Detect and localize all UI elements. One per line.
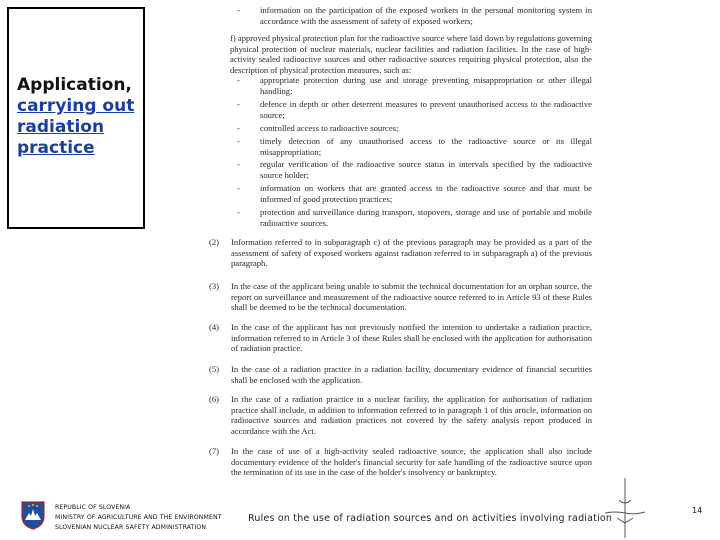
paragraph-number: (2) <box>209 237 220 247</box>
paragraph-number: (6) <box>209 394 220 404</box>
org-line-1: REPUBLIC OF SLOVENIA <box>55 504 131 511</box>
topic-title-text: Application, <box>17 75 132 95</box>
paragraph-text: In the case of the applicant being unable to submit the technical documentation for an orphan source, the report on surveillance and measurement of the radioactive source referred to in Article 93 of these Rules shall be deemed to be the technical documentation. <box>231 281 592 313</box>
footer-organization <box>55 503 222 533</box>
footer-title: Rules on the use of radiation sources and on activities involving radiation <box>248 513 613 524</box>
dash-marker: - <box>237 136 240 146</box>
paragraph-text: In the case of a radiation practice in a radiation facility, documentary evidence of financial securities shall be enclosed with the application. <box>231 364 592 385</box>
org-line-2: MINISTRY OF AGRICULTURE AND THE ENVIRONMENT <box>55 514 222 521</box>
dash-marker: - <box>237 99 240 109</box>
dash-marker: - <box>237 123 240 133</box>
paragraph-text: In the case of the applicant has not previously notified the intention to undertake a radiation practice, information referred to in Article 3 of these Rules shall be enclosed with the application for authorisation of radiation practice. <box>231 322 592 354</box>
document-scan <box>205 0 600 478</box>
dash-marker: - <box>237 5 240 15</box>
dash-marker: - <box>237 183 240 193</box>
paragraph-f: f) approved physical protection plan for the radioactive source where laid down by regulations governing physical protection of nuclear materials, nuclear facilities and radiation facilities. In the case of high-activity sealed radioactive sources and other radioactive sources requiring physical protection, also the description of physical protection measures, such as: <box>230 33 592 75</box>
dash-marker: - <box>237 207 240 217</box>
dash-marker: - <box>237 159 240 169</box>
paragraph-number: (4) <box>209 322 220 332</box>
dash-text: defence in depth or other deterrent measures to prevent unauthorised access to the radioactive source; <box>260 99 592 120</box>
dash-marker: - <box>237 75 240 85</box>
dash-text: regular verification of the radioactive source status in intervals specified by the radioactive source holder; <box>260 159 592 180</box>
decorative-line-icon <box>605 478 645 538</box>
paragraph-number: (7) <box>209 446 220 456</box>
page-number: 14 <box>692 506 703 515</box>
paragraph-number: (5) <box>209 364 220 374</box>
paragraph-text: In the case of a radiation practice in a nuclear facility, the application for authorisation of radiation practice shall include, in addition to information referred to in paragraph 1 of this article, information on radioactive sources and radiation practices not covered by the safety analysis report produced in accordance with the Act. <box>231 394 592 436</box>
paragraph-text: Information referred to in subparagraph c) of the previous paragraph may be provided as a part of the assessment of safety of exposed workers against radiation referred to in subparagraph a) of the previous paragraph. <box>231 237 592 269</box>
topic-link-line-1[interactable]: carrying out <box>17 96 135 116</box>
org-line-3: SLOVENIAN NUCLEAR SAFETY ADMINISTRATION <box>55 524 207 531</box>
topic-link-line-3[interactable]: practice <box>17 138 95 158</box>
dash-text: appropriate protection during use and storage preventing misappropriation or other illegal handling; <box>260 75 592 96</box>
dash-text: controlled access to radioactive sources; <box>260 123 399 133</box>
slovenia-coat-of-arms-icon <box>19 500 47 530</box>
topic-link-line-2[interactable]: radiation <box>17 117 105 137</box>
dash-text: information on workers that are granted access to the radioactive source and that must be informed of good protection practices; <box>260 183 592 204</box>
paragraph-number: (3) <box>209 281 220 291</box>
paragraph-text: In the case of use of a high-activity sealed radioactive source, the application shall also include documentary evidence of the holder's financial security for safe handling of the radioactive source upon the termination of its use in the case of the holder's insolvency or bankruptcy. <box>231 446 592 478</box>
dash-text: information on the participation of the exposed workers in the personal monitoring system in accordance with the assessment of safety of exposed workers; <box>260 5 592 26</box>
topic-title <box>17 75 134 159</box>
topic-box <box>7 7 145 229</box>
dash-text: protection and surveillance during transport, stopovers, storage and use of portable and mobile radioactive sources. <box>260 207 592 228</box>
dash-text: timely detection of any unauthorised access to the radioactive source or its illegal misappropriation; <box>260 136 592 157</box>
